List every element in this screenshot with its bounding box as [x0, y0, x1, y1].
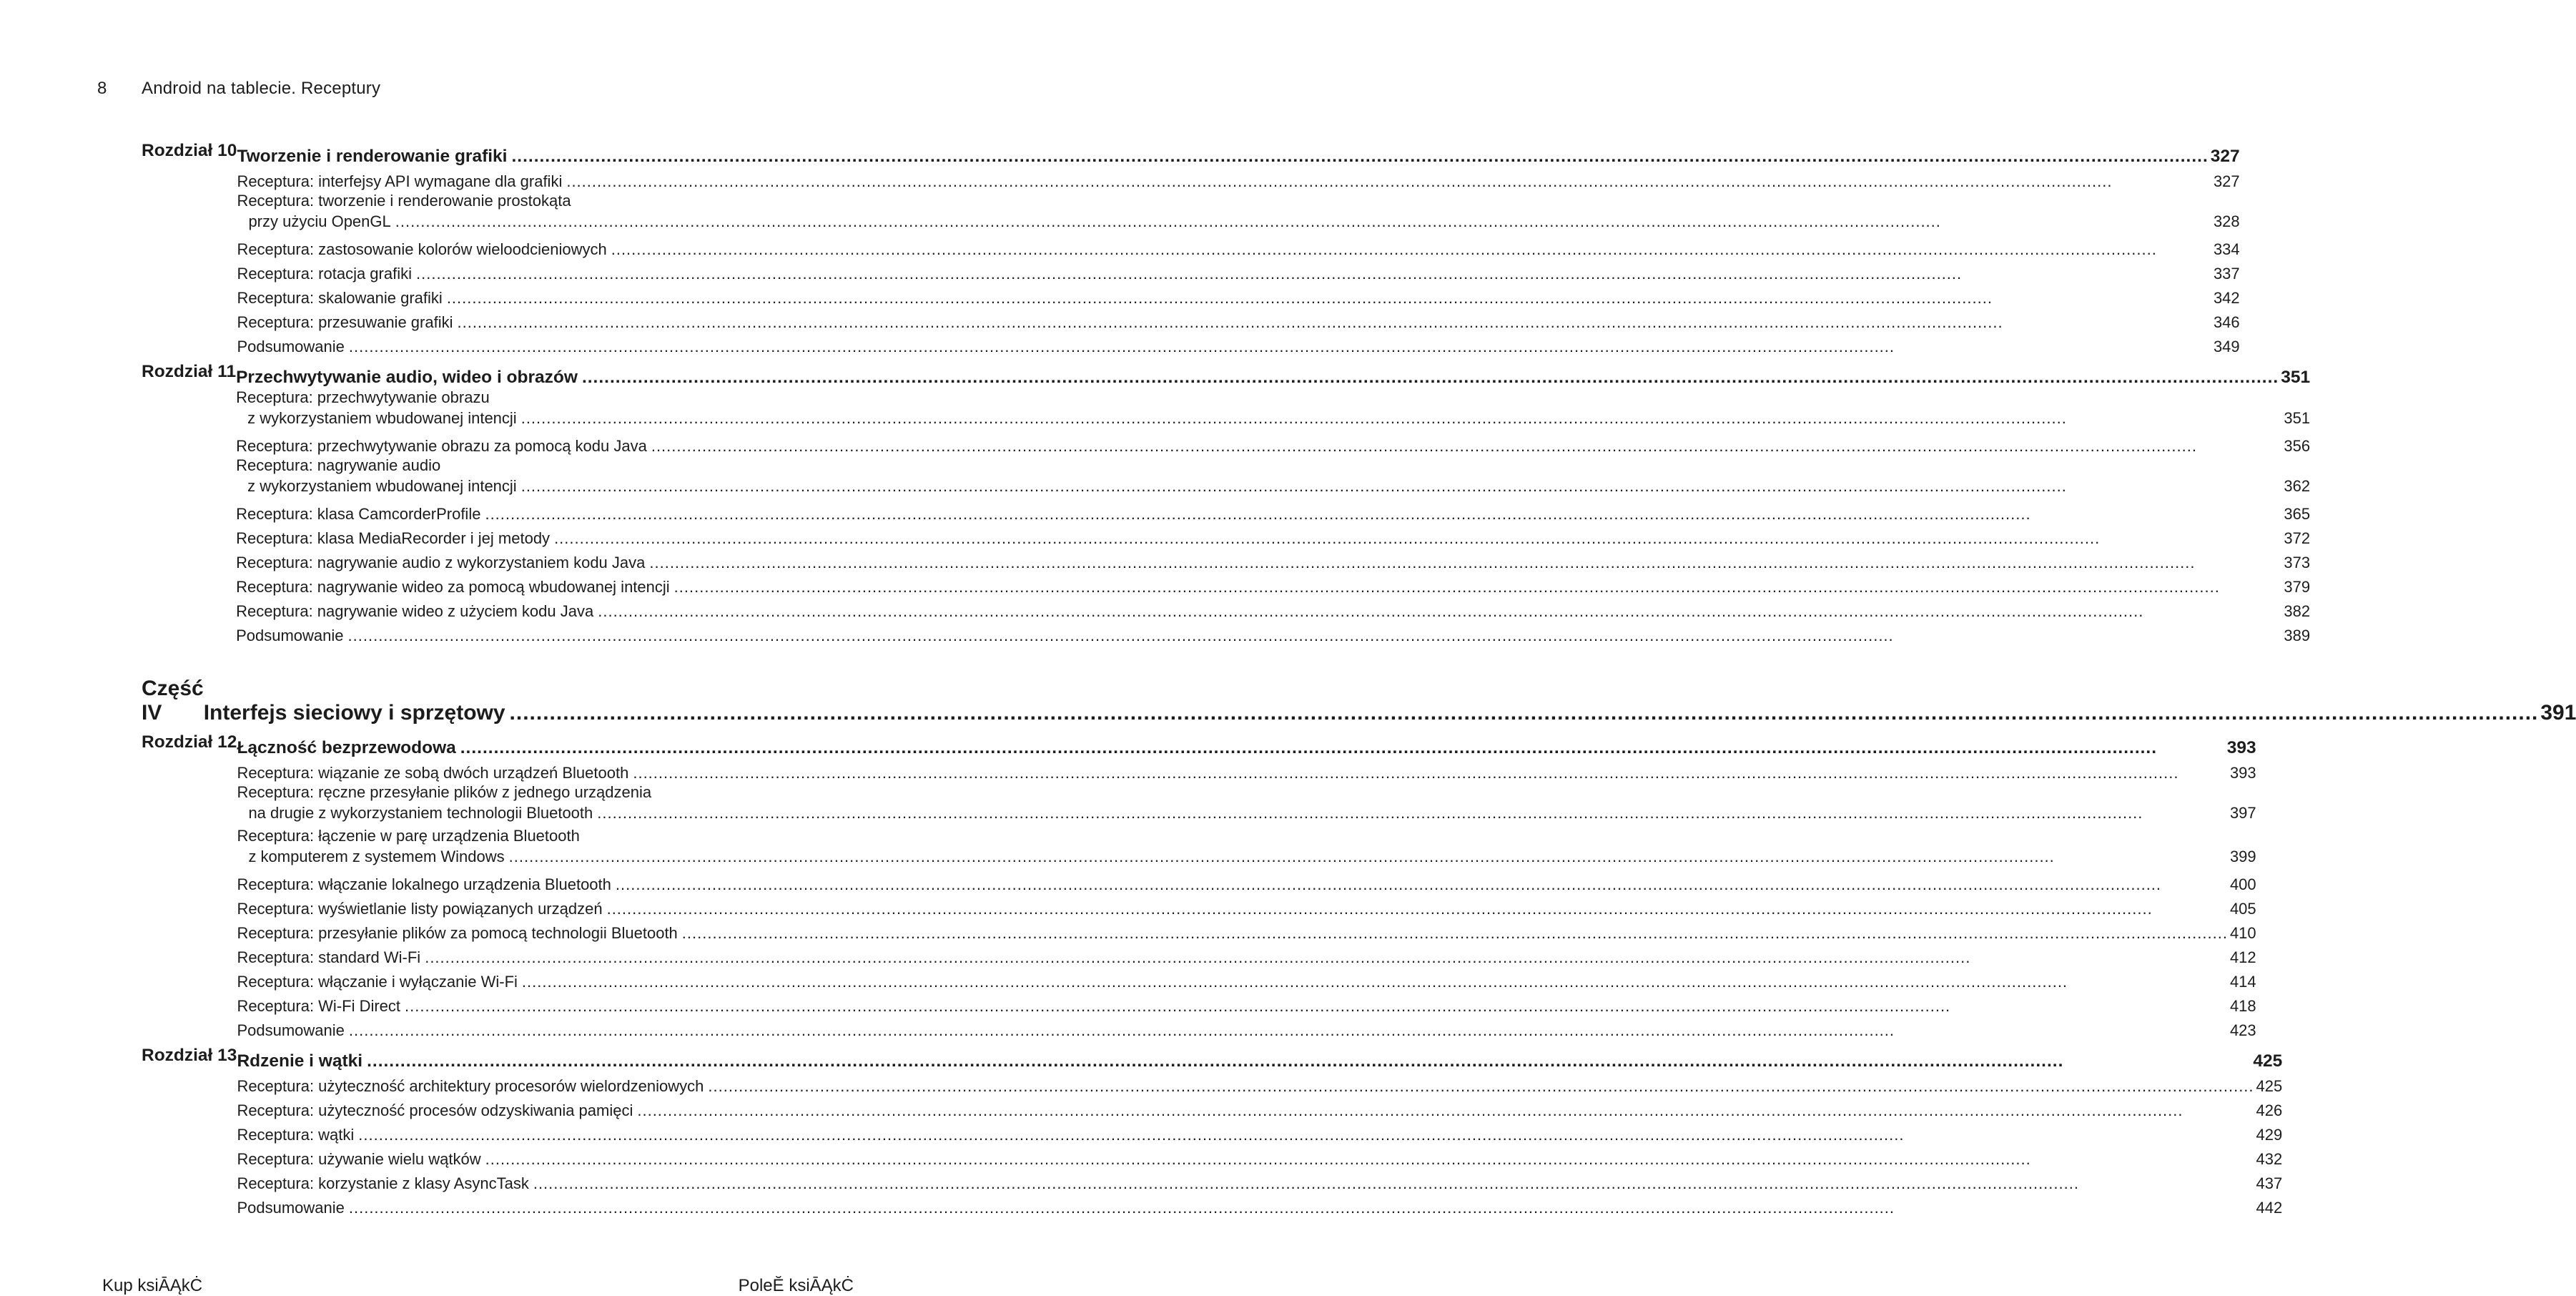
chapter-page: 327 [2210, 147, 2240, 166]
leader-dots [649, 554, 2281, 572]
entry-page: 346 [2213, 313, 2240, 331]
entry-title: Receptura: wiązanie ze sobą dwóch urządzeń Bluetooth [237, 764, 629, 782]
chapter-title: Przechwytywanie audio, wideo i obrazów [236, 368, 578, 387]
chapter-label: Rozdział 10 [142, 141, 237, 160]
chapter-body [236, 362, 2310, 645]
entry-title: Podsumowanie [237, 1021, 345, 1039]
entry-title: Receptura: przesyłanie plików za pomocą technologii Bluetooth [237, 924, 678, 942]
toc-entry[interactable] [236, 431, 2310, 456]
toc-entry[interactable] [237, 235, 2239, 259]
entry-page: 442 [2256, 1199, 2283, 1217]
entry-page: 405 [2229, 900, 2256, 918]
entry-page: 397 [2229, 804, 2256, 822]
entry-title: Receptura: użyteczność architektury procesorów wielordzeniowych [237, 1077, 704, 1095]
entry-page: 351 [2284, 409, 2311, 427]
toc-entry[interactable] [237, 283, 2239, 308]
leader-dots [457, 313, 2211, 332]
entry-page: 337 [2213, 265, 2240, 283]
chapter-spacer [142, 645, 821, 651]
toc-group-a [142, 141, 2311, 651]
entry-page: 400 [2229, 875, 2256, 893]
chapter-title: Tworzenie i renderowanie grafiki [237, 147, 508, 166]
entry-continuation-row [237, 212, 2239, 231]
chapter-label: Rozdział 13 [142, 1046, 237, 1065]
entry-page: 425 [2256, 1077, 2283, 1095]
toc-entry[interactable] [237, 991, 2256, 1016]
part-title-row[interactable] [204, 677, 2576, 725]
chapter-page: 351 [2281, 368, 2311, 387]
toc-entry[interactable] [237, 870, 2256, 894]
toc-entry[interactable] [237, 782, 2256, 826]
leader-dots [607, 900, 2228, 918]
leader-dots [633, 764, 2228, 782]
leader-dots [611, 240, 2211, 259]
entry-title: Receptura: nagrywanie audio z wykorzystaniem kodu Java [236, 554, 646, 571]
entry-title-continuation: przy użyciu OpenGL [248, 212, 391, 230]
toc-entry[interactable] [237, 758, 2256, 782]
toc-entry[interactable] [237, 332, 2239, 356]
leader-dots [349, 1199, 2254, 1217]
entry-title: Receptura: tworzenie i renderowanie prostokąta [237, 192, 571, 210]
chapter-label: Rozdział 12 [142, 732, 237, 752]
entry-title: Receptura: klasa MediaRecorder i jej metody [236, 529, 551, 547]
leader-dots [682, 924, 2228, 943]
toc-entry[interactable] [237, 918, 2256, 943]
toc-entry[interactable] [237, 308, 2239, 332]
toc-entry[interactable] [237, 1169, 2282, 1193]
entry-page: 426 [2256, 1101, 2283, 1119]
chapter-title-row[interactable] [236, 362, 2310, 388]
book-title: Android na tablecie. Receptury [142, 79, 381, 98]
chapter-title-row[interactable] [237, 1046, 2282, 1071]
buy-book-link[interactable]: Kup ksiĀĄkĊ [102, 1276, 203, 1295]
leader-dots [405, 997, 2228, 1016]
entry-title: Receptura: korzystanie z klasy AsyncTask [237, 1174, 529, 1192]
entry-title-continuation: z komputerem z systemem Windows [248, 848, 505, 865]
chapter-title: Rdzenie i wątki [237, 1051, 363, 1071]
running-header [97, 79, 380, 99]
entry-title: Receptura: przesuwanie grafiki [237, 313, 453, 331]
leader-dots [566, 172, 2211, 191]
toc-entry[interactable] [237, 259, 2239, 283]
entry-title: Podsumowanie [237, 338, 345, 355]
entry-title: Receptura: wyświetlanie listy powiązanych urządzeń [237, 900, 603, 918]
leader-dots [533, 1174, 2254, 1193]
entry-page: 356 [2284, 437, 2311, 455]
recommend-book-link[interactable]: PoleĔ ksiĀĄkĊ [738, 1276, 854, 1295]
leader-dots [616, 875, 2228, 894]
entry-page: 349 [2213, 338, 2240, 355]
leader-dots [349, 1021, 2228, 1040]
toc-entry[interactable] [237, 894, 2256, 918]
chapter-title-row[interactable] [237, 141, 2239, 167]
entry-title: Receptura: klasa CamcorderProfile [236, 505, 481, 523]
leader-dots [521, 409, 2282, 428]
leader-dots [367, 1051, 2251, 1071]
chapter-block [142, 1046, 2283, 1217]
leader-dots [597, 804, 2228, 823]
leader-dots [349, 338, 2211, 356]
entry-title: Receptura: ręczne przesyłanie plików z jednego urządzenia [237, 783, 652, 801]
toc-entry[interactable] [237, 1120, 2282, 1144]
leader-dots [637, 1101, 2254, 1120]
entry-continuation-row [236, 477, 2310, 496]
chapter-body [237, 141, 2239, 356]
entry-page: 334 [2213, 240, 2240, 258]
toc-entry[interactable] [236, 621, 2310, 645]
part-label: Część IV [142, 677, 204, 725]
chapter-body [237, 1046, 2282, 1217]
entry-title: Receptura: przechwytywanie obrazu [236, 388, 490, 406]
leader-dots [674, 578, 2282, 597]
entry-page: 399 [2229, 848, 2256, 865]
leader-dots [485, 505, 2281, 524]
toc-entry[interactable] [236, 597, 2310, 621]
entry-continuation-row [237, 848, 2256, 866]
entry-title: Receptura: nagrywanie audio [236, 456, 441, 474]
entry-page: 365 [2284, 505, 2311, 523]
entry-title-continuation: z wykorzystaniem wbudowanej intencji [247, 477, 517, 495]
part-heading [142, 677, 2576, 725]
entry-title-continuation: z wykorzystaniem wbudowanej intencji [247, 409, 517, 427]
entry-page: 412 [2229, 948, 2256, 966]
leader-dots [460, 738, 2225, 758]
leader-dots [447, 289, 2211, 308]
entry-title: Receptura: interfejsy API wymagane dla grafiki [237, 172, 563, 190]
toc-entry[interactable] [237, 191, 2239, 235]
leader-dots [416, 265, 2211, 283]
leader-dots [651, 437, 2282, 456]
chapter-spacer [142, 1040, 821, 1046]
entry-page: 410 [2229, 924, 2256, 942]
toc-entry[interactable] [237, 167, 2239, 191]
chapter-spacer [142, 356, 821, 362]
entry-title: Receptura: nagrywanie wideo z użyciem kodu Java [236, 602, 594, 620]
page-number: 8 [97, 79, 107, 98]
chapter-page: 393 [2226, 738, 2256, 757]
entry-page: 342 [2213, 289, 2240, 307]
toc-entry[interactable] [236, 572, 2310, 597]
entry-title: Receptura: przechwytywanie obrazu za pomocą kodu Java [236, 437, 647, 455]
leader-dots [511, 147, 2208, 167]
chapter-page: 425 [2253, 1051, 2283, 1071]
entry-page: 423 [2229, 1021, 2256, 1039]
entry-title: Podsumowanie [237, 1199, 345, 1217]
leader-dots [348, 627, 2282, 645]
toc-entry[interactable] [236, 499, 2310, 524]
entry-title: Receptura: zastosowanie kolorów wieloodcieniowych [237, 240, 607, 258]
entry-page: 372 [2284, 529, 2311, 547]
entry-title: Receptura: wątki [237, 1126, 355, 1144]
entry-title: Receptura: Wi-Fi Direct [237, 997, 401, 1015]
toc-entry[interactable] [236, 456, 2310, 499]
leader-dots [554, 529, 2281, 548]
leader-dots [598, 602, 2281, 621]
entry-page: 327 [2213, 172, 2240, 190]
toc-entry[interactable] [237, 1071, 2282, 1096]
toc-entry[interactable] [237, 826, 2256, 870]
toc-entry[interactable] [236, 388, 2310, 431]
entry-page: 362 [2284, 477, 2311, 495]
chapter-title: Łączność bezprzewodowa [237, 738, 456, 757]
entry-page: 389 [2284, 627, 2311, 644]
chapter-block [142, 362, 2311, 645]
part-page: 391 [2540, 701, 2576, 725]
entry-title: Receptura: standard Wi-Fi [237, 948, 421, 966]
leader-dots [510, 701, 2539, 725]
chapter-body [237, 732, 2256, 1040]
entry-page: 382 [2284, 602, 2311, 620]
entry-page: 328 [2213, 212, 2240, 230]
leader-dots [708, 1077, 2254, 1096]
toc-group-b [142, 732, 2283, 1223]
toc-entry[interactable] [237, 967, 2256, 991]
entry-title: Receptura: skalowanie grafiki [237, 289, 443, 307]
toc-entry[interactable] [237, 1016, 2256, 1040]
toc-entry[interactable] [236, 524, 2310, 548]
chapter-title-row[interactable] [237, 732, 2256, 758]
leader-dots [395, 212, 2211, 231]
chapter-block [142, 732, 2256, 1040]
entry-title: Podsumowanie [236, 627, 344, 644]
entry-page: 414 [2229, 973, 2256, 991]
leader-dots [522, 973, 2228, 991]
entry-page: 432 [2256, 1150, 2283, 1168]
leader-dots [509, 848, 2228, 866]
toc-entry[interactable] [237, 943, 2256, 967]
entry-page: 429 [2256, 1126, 2283, 1144]
entry-continuation-row [236, 409, 2310, 428]
table-of-contents [142, 141, 2576, 1223]
entry-page: 379 [2284, 578, 2311, 596]
toc-entry[interactable] [237, 1193, 2282, 1217]
entry-page: 437 [2256, 1174, 2283, 1192]
entry-title-continuation: na drugie z wykorzystaniem technologii Bluetooth [248, 804, 593, 822]
chapter-label: Rozdział 11 [142, 362, 237, 381]
entry-title: Receptura: używanie wielu wątków [237, 1150, 481, 1168]
entry-page: 373 [2284, 554, 2311, 571]
entry-title: Receptura: włączanie i wyłączanie Wi-Fi [237, 973, 518, 991]
toc-entry[interactable] [236, 548, 2310, 572]
entry-page: 393 [2229, 764, 2256, 782]
entry-title: Receptura: łączenie w parę urządzenia Bluetooth [237, 827, 580, 845]
leader-dots [582, 368, 2279, 388]
entry-title: Receptura: rotacja grafiki [237, 265, 412, 283]
leader-dots [485, 1150, 2254, 1169]
chapter-spacer [142, 1217, 821, 1223]
toc-entry[interactable] [237, 1144, 2282, 1169]
entry-title: Receptura: włączanie lokalnego urządzenia Bluetooth [237, 875, 611, 893]
entry-title: Receptura: nagrywanie wideo za pomocą wbudowanej intencji [236, 578, 670, 596]
toc-entry[interactable] [237, 1096, 2282, 1120]
entry-title: Receptura: użyteczność procesów odzyskiwania pamięci [237, 1101, 633, 1119]
entry-page: 418 [2229, 997, 2256, 1015]
chapter-block [142, 141, 2240, 356]
leader-dots [425, 948, 2228, 967]
part-title: Interfejs sieciowy i sprzętowy [203, 701, 505, 725]
entry-continuation-row [237, 804, 2256, 823]
leader-dots [358, 1126, 2254, 1144]
leader-dots [521, 477, 2282, 496]
